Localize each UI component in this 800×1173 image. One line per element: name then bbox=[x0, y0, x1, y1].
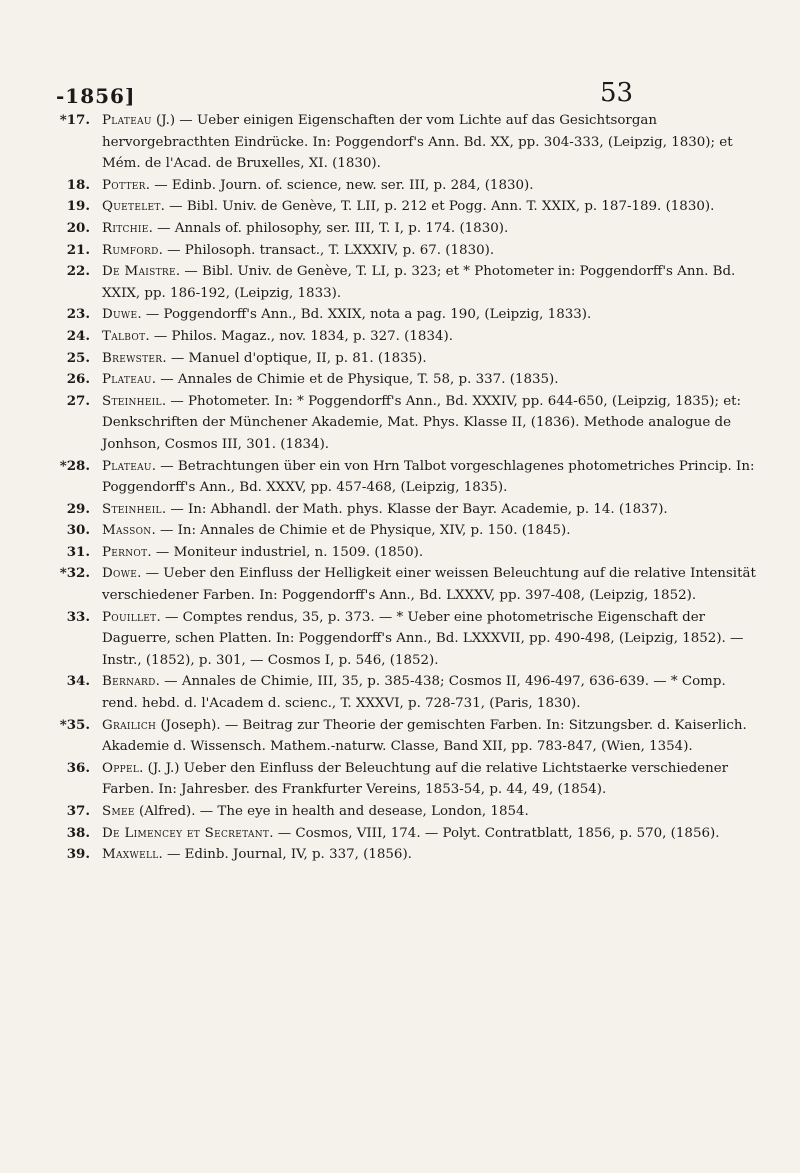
entry-text: . — In: Abhandl. der Math. phys. Klasse der Bayr. Academie, p. 14. (1837). bbox=[161, 501, 668, 517]
entry-text: . — In: Annales de Chimie et de Physique, XIV, p. 150. (1845). bbox=[151, 523, 571, 539]
bibliography-entry bbox=[50, 456, 765, 499]
entry-text: . — Annales de Chimie et de Physique, T. 58, p. 337. (1835). bbox=[151, 372, 559, 388]
entry-author: Grailich bbox=[102, 717, 157, 733]
entry-number: *17. bbox=[59, 112, 90, 128]
entry-number: 27. bbox=[66, 392, 90, 409]
bibliography-entry bbox=[50, 844, 765, 866]
entry-author: Steinheil bbox=[102, 393, 162, 409]
entry-author: Bernard bbox=[102, 674, 156, 690]
bibliography-entry bbox=[50, 304, 765, 326]
entry-author: Maxwell bbox=[102, 847, 159, 863]
entry-text: . — Annales de Chimie, III, 35, p. 385-438; Cosmos II, 496-497, 636-639. — * Comp. rend. hebd. d. l'Academ d. scienc., T. XXXVI, p. 728-731, (Paris, 1830). bbox=[102, 674, 726, 712]
entry-number: 31. bbox=[66, 543, 90, 560]
entry-number: 29. bbox=[66, 500, 90, 517]
bibliography-entry bbox=[50, 823, 765, 845]
entry-text: . — Ueber den Einfluss der Helligkeit einer weissen Beleuchtung auf die relative Intensität verschiedener Farben. In: Poggendorff's Ann., Bd. LXXXV, pp. 397-408, (Leipzig, 1852). bbox=[102, 566, 756, 604]
entry-author: Smee bbox=[102, 804, 135, 819]
entry-author: Dowe bbox=[102, 566, 138, 582]
entry-text: (J.) — Ueber einigen Eigenschaften der vom Lichte auf das Gesichtsorgan hervorgebracthten Eindrücke. In: Poggendorf's Ann. Bd. XX, pp. 304-333, (Leipzig, 1830); et Mém. de l'Acad. de Bruxelles, XI. (1830). bbox=[102, 113, 733, 172]
entry-author: De Limencey et Secretant bbox=[102, 825, 270, 841]
entry-text: . — Photometer. In: * Poggendorff's Ann., Bd. XXXIV, pp. 644-650, (Leipzig, 1835); et: Denkschriften der Münchener Akademie, Mat. Phys. Klasse II, (1836). Methode analogue de Jonhson, Cosmos III, 301. (1834). bbox=[102, 393, 742, 452]
entry-number: *35. bbox=[59, 716, 90, 733]
entry-text: . — Bibl. Univ. de Genève, T. LI, p. 323; et * Photometer in: Poggendorff's Ann. Bd. XXIX, pp. 186-192, (Leipzig, 1833). bbox=[102, 264, 736, 301]
bibliography-entry bbox=[50, 563, 765, 606]
bibliography-entry bbox=[50, 261, 765, 304]
entry-author: Oppel bbox=[102, 760, 140, 776]
bibliography-entry bbox=[50, 542, 765, 564]
entry-text: . — Manuel d'optique, II, p. 81. (1835). bbox=[162, 350, 427, 366]
entry-author: De Maistre bbox=[102, 264, 176, 280]
bibliography-entry bbox=[50, 110, 765, 175]
bibliography-entry bbox=[50, 175, 765, 197]
bibliography-entry bbox=[50, 348, 765, 370]
entry-number: *28. bbox=[59, 457, 90, 474]
entry-text: . — Annals of. philosophy, ser. III, T. I, p. 174. (1830). bbox=[148, 220, 509, 236]
entry-text: . — Cosmos, VIII, 174. — Polyt. Contratblatt, 1856, p. 570, (1856). bbox=[269, 825, 720, 841]
bibliography-entry bbox=[50, 520, 765, 542]
entry-text: . — Philos. Magaz., nov. 1834, p. 327. (1834). bbox=[145, 328, 453, 344]
entry-text: . — Moniteur industriel, n. 1509. (1850). bbox=[147, 544, 424, 560]
entry-author: Masson bbox=[102, 523, 152, 539]
entry-author: Brewster bbox=[102, 350, 163, 366]
entry-number: 37. bbox=[66, 803, 90, 819]
entry-text: (Joseph). — Beitrag zur Theorie der gemischten Farben. In: Sitzungsber. d. Kaiserlich. Akademie d. Wissensch. Mathem.-naturw. Classe, Band XII, pp. 783-847, (Wien, 1354). bbox=[102, 717, 747, 755]
running-header: -1856] bbox=[56, 84, 136, 108]
entry-author: Potter bbox=[102, 177, 146, 193]
entry-number: 39. bbox=[66, 846, 90, 863]
entry-author: Steinheil bbox=[102, 501, 162, 517]
entry-text: . — Betrachtungen über ein von Hrn Talbot vorgeschlagenes photometriches Princip. In: Poggendorff's Ann., Bd. XXXV, pp. 457-468, (Leipzig, 1835). bbox=[102, 458, 755, 496]
entry-author: Pernot bbox=[102, 544, 148, 560]
bibliography-entry bbox=[50, 326, 765, 348]
entry-text: . — Comptes rendus, 35, p. 373. — * Ueber eine photometrische Eigenschaft der Daguerre, schen Platten. In: Poggendorff's Ann., Bd. LXXXVII, pp. 490-498, (Leipzig, 1852). — Instr., (1852), p. 301, — Cosmos I, p. 546, (1852). bbox=[102, 609, 744, 668]
entry-number: 20. bbox=[66, 219, 90, 236]
entry-author: Quetelet bbox=[102, 199, 161, 215]
entry-text: . (J. J.) Ueber den Einfluss der Beleuchtung auf die relative Lichtstaerke verschiedener Farben. In: Jahresber. des Frankfurter Vereins, 1853-54, p. 44, 49, (1854). bbox=[102, 760, 729, 798]
entry-text: . — Bibl. Univ. de Genève, T. LII, p. 212 et Pogg. Ann. T. XXIX, p. 187-189. (1830). bbox=[160, 199, 715, 215]
entry-number: 23. bbox=[66, 306, 90, 323]
entry-text: . — Edinb. Journ. of. science, new. ser. III, p. 284, (1830). bbox=[145, 177, 534, 193]
entry-author: Talbot bbox=[102, 328, 146, 344]
bibliography-entry bbox=[50, 218, 765, 240]
entry-number: 24. bbox=[66, 327, 90, 344]
entry-number: 36. bbox=[66, 759, 90, 776]
bibliography-entry bbox=[50, 671, 765, 714]
entry-author: Plateau bbox=[102, 372, 152, 388]
entry-author: Ritchie bbox=[102, 220, 149, 236]
bibliography-list bbox=[50, 110, 765, 866]
entry-text: (Alfred). — The eye in health and desease, London, 1854. bbox=[134, 804, 529, 819]
entry-number: 25. bbox=[66, 349, 90, 366]
entry-number: 38. bbox=[66, 824, 90, 841]
entry-number: 22. bbox=[66, 263, 90, 280]
entry-number: 18. bbox=[66, 176, 90, 193]
bibliography-entry bbox=[50, 607, 765, 672]
entry-text: . — Edinb. Journal, IV, p. 337, (1856). bbox=[158, 847, 412, 863]
bibliography-entry bbox=[50, 499, 765, 521]
entry-number: 21. bbox=[66, 241, 90, 258]
page-number: 53 bbox=[600, 78, 634, 108]
bibliography-entry bbox=[50, 715, 765, 758]
entry-number: 34. bbox=[66, 673, 90, 690]
entry-text: . — Poggendorff's Ann., Bd. XXIX, nota a pag. 190, (Leipzig, 1833). bbox=[137, 307, 592, 323]
bibliography-entry bbox=[50, 240, 765, 262]
bibliography-entry bbox=[50, 391, 765, 456]
entry-author: Rumford bbox=[102, 242, 159, 258]
entry-number: 30. bbox=[66, 522, 90, 539]
entry-author: Plateau bbox=[102, 113, 152, 128]
entry-author: Duwe bbox=[102, 307, 138, 323]
bibliography-entry bbox=[50, 369, 765, 391]
entry-number: *32. bbox=[59, 565, 90, 582]
bibliography-entry bbox=[50, 196, 765, 218]
bibliography-entry bbox=[50, 801, 765, 823]
entry-number: 26. bbox=[66, 371, 90, 388]
entry-text: . — Philosoph. transact., T. LXXXIV, p. 67. (1830). bbox=[158, 242, 495, 258]
entry-number: 19. bbox=[66, 198, 90, 215]
entry-author: Plateau bbox=[102, 458, 152, 474]
entry-author: Pouillet bbox=[102, 609, 157, 625]
entry-number: 33. bbox=[66, 608, 90, 625]
bibliography-entry bbox=[50, 758, 765, 801]
